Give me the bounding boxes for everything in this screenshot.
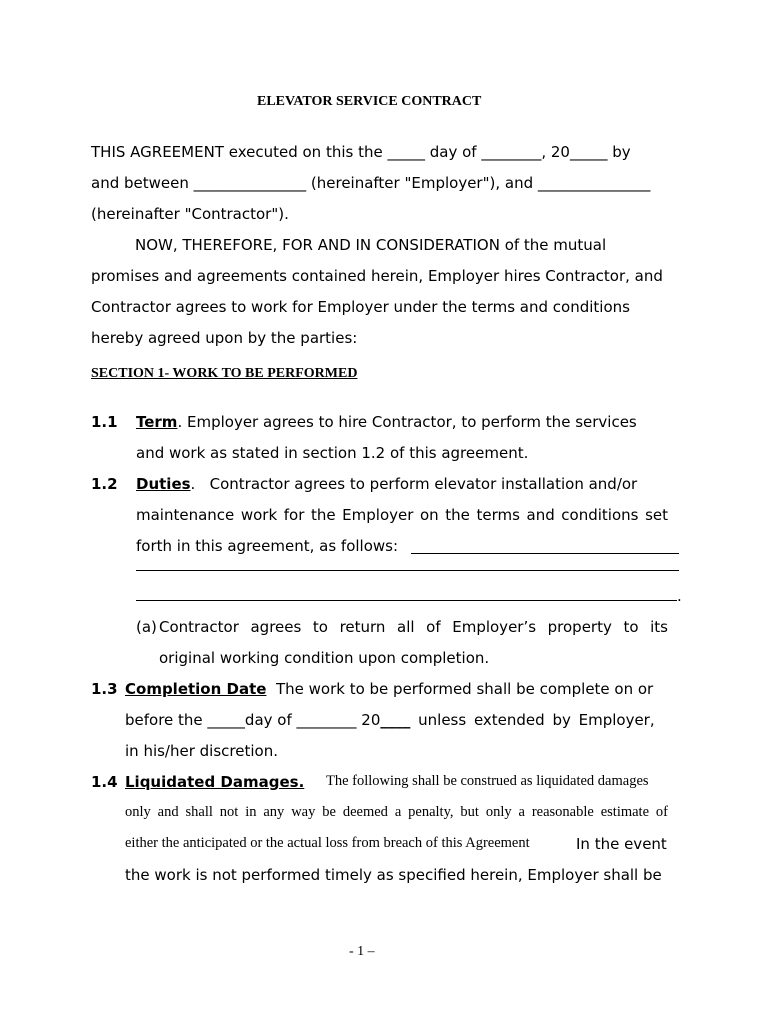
recital-line-2: promises and agreements contained herein, Employer hires Contractor, and [91,267,663,285]
clause-1-3-line-2-b: ____ [380,711,411,729]
clause-1-2-line-2: maintenance work for the Employer on the terms and conditions set [136,506,668,524]
recital-line-3: Contractor agrees to work for Employer under the terms and conditions [91,298,630,316]
clause-1-3-number: 1.3 [91,680,118,698]
clause-1-2-a-marker: (a) [136,618,157,636]
clause-1-1-line-2: and work as stated in section 1.2 of this agreement. [136,444,529,462]
duties-blank-line-2 [136,570,679,571]
clause-1-2-a-line-2: original working condition upon completion. [159,649,490,667]
clause-1-3-line-2-c: unless extended by Employer, [410,711,655,729]
intro-line-2: and between _______________ (hereinafter "Employer"), and _______________ [91,174,651,192]
duties-blank-line-3 [136,600,677,601]
clause-1-4-line-3-sans: In the event [576,835,667,853]
clause-1-4-label: Liquidated Damages. [125,773,305,791]
clause-1-4-number: 1.4 [91,773,118,791]
intro-line-1: THIS AGREEMENT executed on this the _____ day of ________, 20_____ by [91,143,631,161]
clause-1-2-text: . Contractor agrees to perform elevator installation and/or [190,475,638,493]
clause-1-1-label: Term [136,413,178,431]
clause-1-2-line-1 [136,474,637,494]
duties-blank-line-1 [411,553,679,554]
duties-end-period: . [677,587,682,605]
clause-1-1-number: 1.1 [91,413,118,431]
clause-1-2-a-line-1: Contractor agrees to return all of Employer’s property to its [159,618,668,636]
clause-1-1-line-1 [136,412,637,432]
clause-1-1-text: . Employer agrees to hire Contractor, to perform the services [177,413,637,431]
clause-1-3-line-1 [125,679,653,699]
clause-1-2-line-3: forth in this agreement, as follows: [136,537,399,555]
clause-1-3-line-3: in his/her discretion. [125,742,278,760]
recital-line-1: NOW, THEREFORE, FOR AND IN CONSIDERATION of the mutual [135,236,607,254]
clause-1-4-line-1: The following shall be construed as liquidated damages [326,773,649,789]
page-number: - 1 – [349,944,375,959]
clause-1-3-line-2-a: before the _____day of ________ 20 [125,711,381,729]
clause-1-4-line-2: only and shall not in any way be deemed a penalty, but only a reasonable estimate of [125,804,668,820]
recital-line-4: hereby agreed upon by the parties: [91,329,358,347]
clause-1-2-number: 1.2 [91,475,118,493]
document-title: ELEVATOR SERVICE CONTRACT [257,94,482,109]
clause-1-2-label: Duties [136,475,191,493]
clause-1-3-line-2 [125,710,655,730]
clause-1-4-line-3-serif: either the anticipated or the actual loss from breach of this Agreement [125,835,530,851]
clause-1-4-line-4: the work is not performed timely as specified herein, Employer shall be [125,866,662,884]
intro-line-3: (hereinafter "Contractor"). [91,205,289,223]
section-1-heading: SECTION 1- WORK TO BE PERFORMED [91,366,358,381]
clause-1-3-text: The work to be performed shall be complete on or [266,680,654,698]
clause-1-3-label: Completion Date [125,680,267,698]
